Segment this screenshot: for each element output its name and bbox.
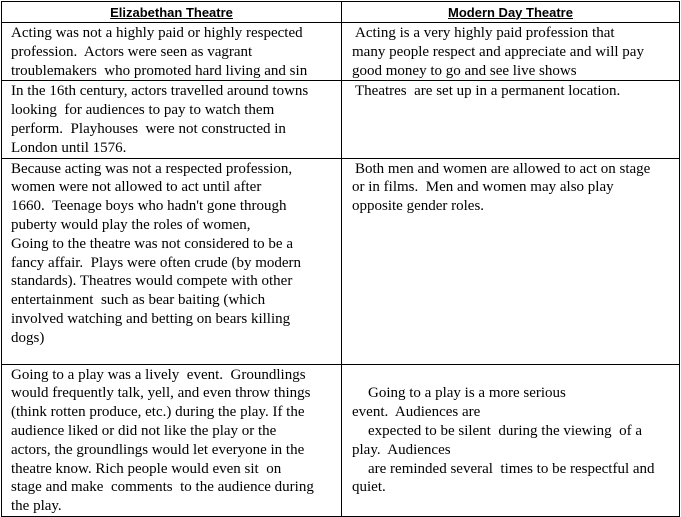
text-line: Going to a play is a more serious (368, 385, 566, 402)
cell-modern (342, 23, 680, 81)
table-row (2, 364, 680, 516)
text-line: opposite gender roles. (352, 198, 485, 215)
text-line: puberty would play the roles of women, (11, 216, 251, 233)
text-line: Going to a play was a lively event. Groundlings (11, 366, 306, 383)
cell-elizabethan (2, 364, 342, 516)
cell-modern (342, 158, 680, 364)
table-row (2, 81, 680, 158)
text-line: London until 1576. (11, 139, 127, 156)
text-line: actors, the groundlings would let everyone in the (11, 441, 305, 458)
text-line: theatre know. Rich people would even sit on (11, 460, 282, 477)
text-line: quiet. (352, 479, 386, 496)
cell-modern (342, 364, 680, 516)
text-line: involved watching and betting on bears killing (11, 310, 291, 327)
text-line: looking for audiences to pay to watch them (11, 102, 275, 119)
text-line: women were not allowed to act until after (11, 179, 262, 196)
text-line: Both men and women are allowed to act on stage (355, 160, 651, 177)
text-line: would frequently talk, yell, and even throw things (11, 385, 311, 402)
table-row (2, 158, 680, 364)
text-line: event. Audiences are (352, 404, 481, 421)
text-line: dogs) (11, 329, 45, 346)
text-line: entertainment such as bear baiting (which (11, 292, 266, 309)
text-line: expected to be silent during the viewing of a (368, 422, 643, 439)
text-line: many people respect and appreciate and will pay (352, 43, 644, 60)
text-line: Acting was not a highly paid or highly respected (11, 25, 303, 41)
text-line: Because acting was not a respected profession, (11, 160, 293, 177)
text-line: (think rotten produce, etc.) during the play. If the (11, 404, 305, 421)
text-line: troublemakers who promoted hard living and sin (11, 62, 308, 79)
cell-elizabethan (2, 23, 342, 81)
text-line: fancy affair. Plays were often crude (by modern (11, 254, 302, 271)
text-line: perform. Playhouses were not constructed in (11, 120, 286, 137)
cell-modern (342, 81, 680, 158)
text-line: the play. (11, 498, 62, 515)
header-elizabethan: Elizabethan Theatre (2, 2, 342, 23)
text-line: are reminded several times to be respectful and (368, 460, 655, 477)
text-line: or in films. Men and women may also play (352, 179, 614, 196)
table-row (2, 23, 680, 81)
text-line: In the 16th century, actors travelled around towns (11, 83, 309, 100)
text-line: Going to the theatre was not considered to be a (11, 235, 293, 252)
cell-elizabethan (2, 158, 342, 364)
comparison-table (1, 1, 680, 517)
cell-elizabethan (2, 81, 342, 158)
spacer (352, 366, 679, 385)
text-line: Theatres are set up in a permanent location. (355, 83, 621, 100)
header-row (2, 2, 680, 23)
text-line: standards). Theatres would compete with other (11, 273, 293, 290)
text-line: play. Audiences (352, 441, 451, 458)
header-modern: Modern Day Theatre (342, 2, 680, 23)
text-line: stage and make comments to the audience during (11, 479, 314, 496)
text-line: good money to go and see live shows (352, 62, 577, 79)
text-line: 1660. Teenage boys who hadn't gone through (11, 198, 287, 215)
text-line: Acting is a very highly paid profession that (355, 25, 615, 41)
text-line: audience liked or did not like the play or the (11, 422, 277, 439)
text-line: profession. Actors were seen as vagrant (11, 43, 253, 60)
